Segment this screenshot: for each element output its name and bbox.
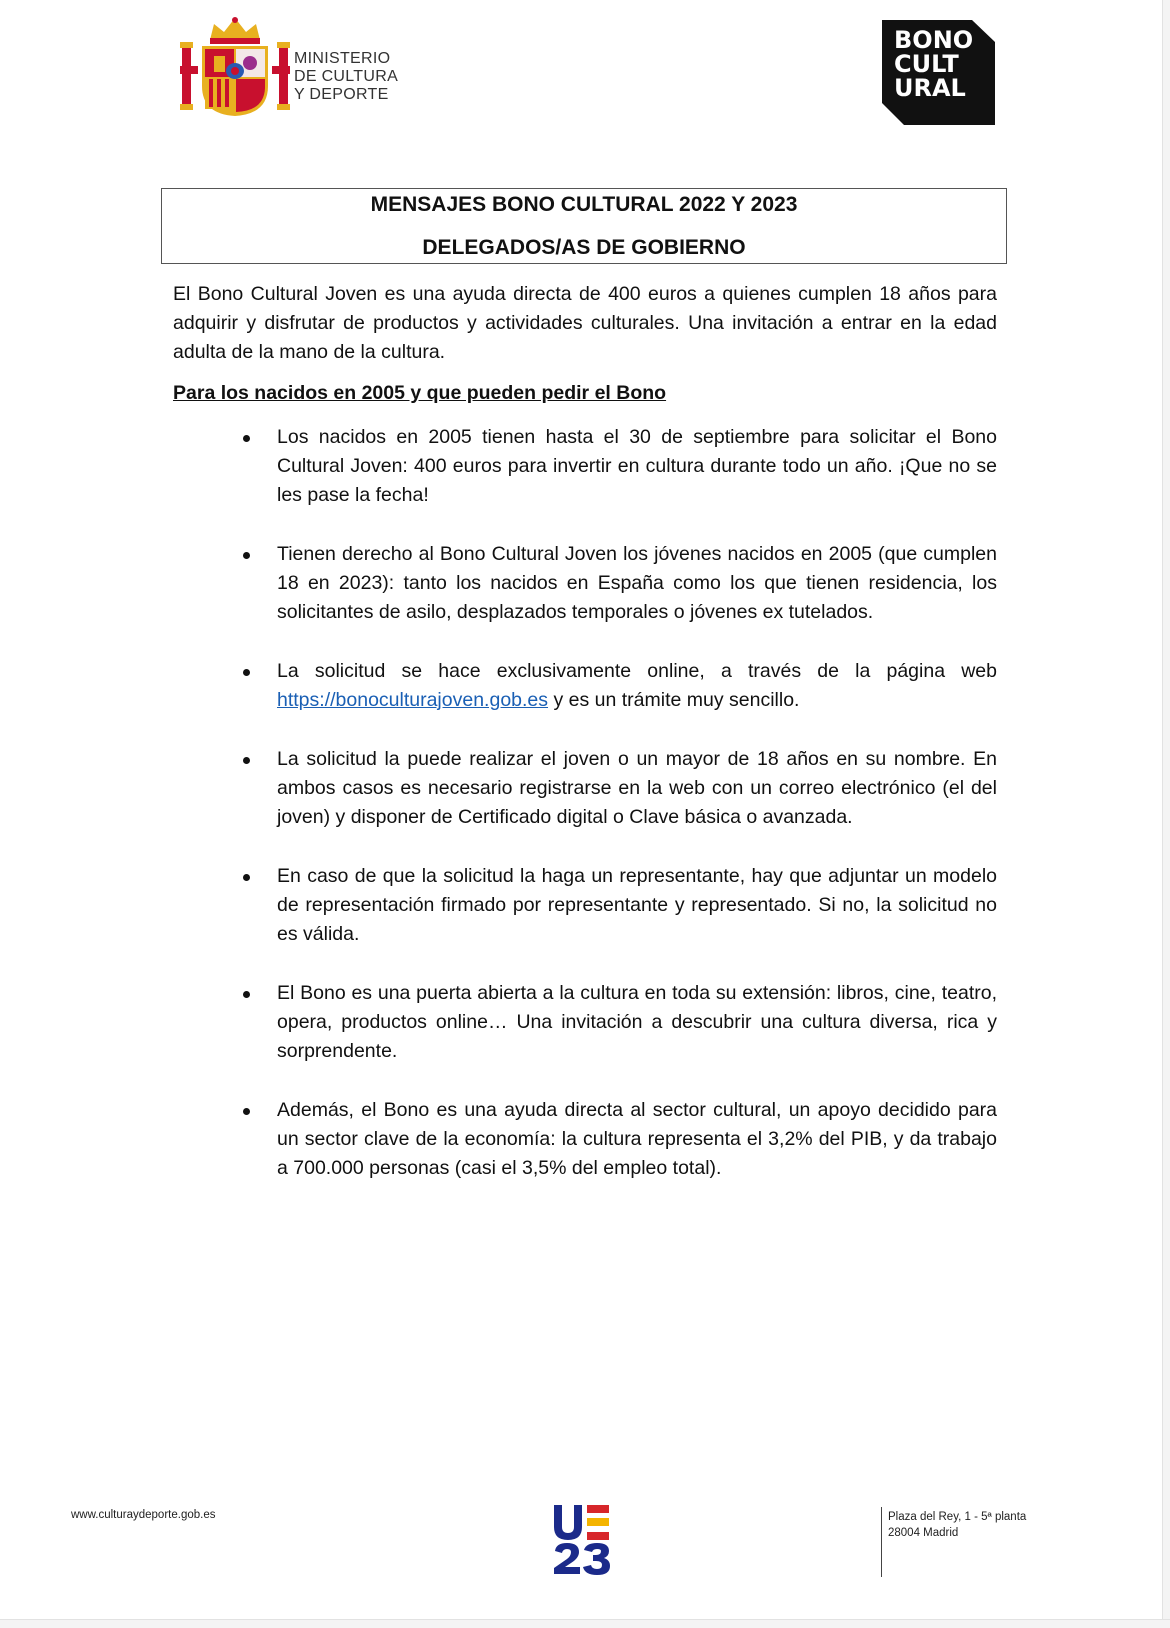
list-item: [173, 745, 997, 832]
bono-website-link[interactable]: https://bonoculturajoven.gob.es: [277, 689, 549, 711]
bullet-icon: [243, 435, 250, 442]
bono-logo-text: [882, 28, 988, 100]
list-item-text-before: La solicitud se hace exclusivamente online, a través de la página web: [277, 660, 997, 682]
list-item: [173, 862, 997, 949]
section-heading: Para los nacidos en 2005 y que pueden pedir el Bono: [173, 382, 667, 404]
footer-divider: [881, 1507, 882, 1577]
bullet-icon: [243, 552, 250, 559]
footer-website: www.culturaydeporte.gob.es: [71, 1509, 216, 1521]
ministry-name: [294, 50, 398, 104]
footer-address-line: 28004 Madrid: [888, 1527, 959, 1539]
list-item-text: Los nacidos en 2005 tienen hasta el 30 de septiembre para solicitar el Bono Cultural Joven: 400 euros para invertir en cultura durante todo un año. ¡Que no se les pase la fecha!: [277, 426, 997, 506]
list-item: [173, 657, 997, 715]
list-item-text-after: y es un trámite muy sencillo.: [548, 689, 800, 711]
bono-logo-line: CULT: [894, 50, 959, 78]
list-item-text: El Bono es una puerta abierta a la cultura en toda su extensión: libros, cine, teatro, opera, productos online… Una invitación a descubrir una cultura diversa, rica y sorprendente.: [277, 982, 997, 1062]
page-edge-right: [1162, 0, 1170, 1627]
intro-paragraph: El Bono Cultural Joven es una ayuda directa de 400 euros a quienes cumplen 18 años para adquirir y disfrutar de productos y actividades culturales. Una invitación a entrar en la edad adulta de la mano de la cultura.: [173, 283, 997, 363]
bullet-icon: [243, 757, 250, 764]
bono-cultural-logo: [882, 20, 995, 125]
list-item-text: Además, el Bono es una ayuda directa al sector cultural, un apoyo decidido para un sector clave de la economía: la cultura representa el 3,2% del PIB, y da trabajo a 700.000 personas (casi el 3,5% del empleo total).: [277, 1099, 997, 1179]
footer-address: [888, 1509, 1026, 1541]
list-item: [173, 423, 997, 510]
document-title: MENSAJES BONO CULTURAL 2022 Y 2023: [370, 193, 798, 216]
coat-of-arms-logo: [180, 16, 290, 118]
footer-address-line: Plaza del Rey, 1 - 5ª planta: [888, 1511, 1027, 1523]
bullet-icon: [243, 991, 250, 998]
ministry-name-line: MINISTERIO: [294, 50, 391, 67]
bullet-list: [173, 423, 997, 1183]
document-body: [173, 280, 997, 1213]
bono-logo-line: BONO: [894, 26, 974, 54]
list-item: [173, 979, 997, 1066]
list-item: [173, 1096, 997, 1183]
eu-presidency-2023-logo: [552, 1505, 612, 1575]
list-item-text: La solicitud la puede realizar el joven o un mayor de 18 años en su nombre. En ambos casos es necesario registrarse en la web con un correo electrónico (el del joven) y disponer de Certificado digital o Clave básica o avanzada.: [277, 748, 997, 828]
ministry-name-line: Y DEPORTE: [294, 86, 389, 103]
list-item-text: En caso de que la solicitud la haga un representante, hay que adjuntar un modelo de representación firmado por representante y representado. Si no, la solicitud no es válida.: [277, 865, 997, 945]
document-subtitle: DELEGADOS/AS DE GOBIERNO: [422, 236, 746, 259]
bono-logo-line: URAL: [894, 74, 966, 102]
bullet-icon: [243, 669, 250, 676]
title-box: [161, 188, 1007, 264]
list-item: [173, 540, 997, 627]
list-item-text: Tienen derecho al Bono Cultural Joven los jóvenes nacidos en 2005 (que cumplen 18 en 2023): tanto los nacidos en España como los que tienen residencia, los solicitantes de asilo, desplazados temporales o jóvenes ex tutelados.: [277, 543, 997, 623]
ministry-name-line: DE CULTURA: [294, 68, 399, 85]
bullet-icon: [243, 1108, 250, 1115]
bullet-icon: [243, 874, 250, 881]
